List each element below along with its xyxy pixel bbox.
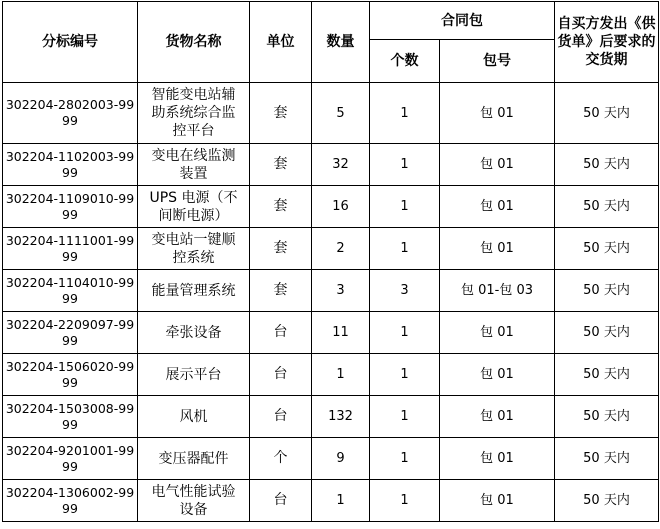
table-row — [3, 438, 659, 480]
table-row — [3, 186, 659, 228]
cell-package-no: 包 01 — [440, 83, 555, 144]
cell-count: 1 — [370, 144, 440, 186]
cell-code: 302204-9201001-9999 — [3, 438, 138, 480]
cell-package-no: 包 01 — [440, 438, 555, 480]
cell-unit: 台 — [250, 480, 312, 522]
cell-delivery: 50 天内 — [555, 396, 659, 438]
cell-unit: 个 — [250, 438, 312, 480]
cell-name: 牵张设备 — [138, 312, 250, 354]
cell-code: 302204-1111001-9999 — [3, 228, 138, 270]
cell-package-no: 包 01 — [440, 186, 555, 228]
cell-name: 智能变电站辅助系统综合监控平台 — [138, 83, 250, 144]
cell-code: 302204-1306002-9999 — [3, 480, 138, 522]
cell-code: 302204-1506020-9999 — [3, 354, 138, 396]
goods-table — [2, 1, 659, 522]
table-row — [3, 144, 659, 186]
cell-count: 1 — [370, 186, 440, 228]
cell-count: 1 — [370, 83, 440, 144]
cell-name: 能量管理系统 — [138, 270, 250, 312]
cell-code: 302204-1104010-9999 — [3, 270, 138, 312]
cell-package-no: 包 01 — [440, 312, 555, 354]
cell-code: 302204-2802003-9999 — [3, 83, 138, 144]
cell-name: 变压器配件 — [138, 438, 250, 480]
cell-count: 1 — [370, 480, 440, 522]
header-qty: 数量 — [312, 2, 370, 83]
header-package-no: 包号 — [440, 40, 555, 83]
cell-delivery: 50 天内 — [555, 83, 659, 144]
cell-code: 302204-1109010-9999 — [3, 186, 138, 228]
cell-unit: 台 — [250, 312, 312, 354]
cell-delivery: 50 天内 — [555, 354, 659, 396]
cell-package-no: 包 01 — [440, 396, 555, 438]
cell-count: 1 — [370, 354, 440, 396]
header-code: 分标编号 — [3, 2, 138, 83]
table-row — [3, 312, 659, 354]
cell-delivery: 50 天内 — [555, 144, 659, 186]
cell-unit: 台 — [250, 354, 312, 396]
cell-qty: 11 — [312, 312, 370, 354]
cell-delivery: 50 天内 — [555, 186, 659, 228]
cell-count: 1 — [370, 228, 440, 270]
table-row — [3, 83, 659, 144]
cell-delivery: 50 天内 — [555, 480, 659, 522]
cell-name: 变电站一键顺控系统 — [138, 228, 250, 270]
header-unit: 单位 — [250, 2, 312, 83]
table-row — [3, 228, 659, 270]
cell-count: 1 — [370, 438, 440, 480]
cell-unit: 套 — [250, 228, 312, 270]
cell-code: 302204-1102003-9999 — [3, 144, 138, 186]
cell-unit: 套 — [250, 186, 312, 228]
cell-qty: 5 — [312, 83, 370, 144]
cell-unit: 套 — [250, 144, 312, 186]
cell-package-no: 包 01 — [440, 354, 555, 396]
cell-count: 1 — [370, 396, 440, 438]
table-row — [3, 354, 659, 396]
cell-package-no: 包 01-包 03 — [440, 270, 555, 312]
table-row — [3, 480, 659, 522]
cell-name: 展示平台 — [138, 354, 250, 396]
cell-name: UPS 电源（不间断电源） — [138, 186, 250, 228]
cell-package-no: 包 01 — [440, 144, 555, 186]
cell-delivery: 50 天内 — [555, 312, 659, 354]
cell-delivery: 50 天内 — [555, 228, 659, 270]
cell-unit: 台 — [250, 396, 312, 438]
cell-count: 3 — [370, 270, 440, 312]
cell-qty: 9 — [312, 438, 370, 480]
header-row-1 — [3, 2, 659, 40]
header-contract-package: 合同包 — [370, 2, 555, 40]
cell-code: 302204-2209097-9999 — [3, 312, 138, 354]
table-row — [3, 270, 659, 312]
cell-code: 302204-1503008-9999 — [3, 396, 138, 438]
cell-package-no: 包 01 — [440, 228, 555, 270]
cell-qty: 1 — [312, 354, 370, 396]
table-row — [3, 396, 659, 438]
cell-package-no: 包 01 — [440, 480, 555, 522]
cell-qty: 32 — [312, 144, 370, 186]
header-count: 个数 — [370, 40, 440, 83]
cell-delivery: 50 天内 — [555, 270, 659, 312]
cell-unit: 套 — [250, 83, 312, 144]
cell-unit: 套 — [250, 270, 312, 312]
cell-name: 风机 — [138, 396, 250, 438]
cell-qty: 3 — [312, 270, 370, 312]
cell-count: 1 — [370, 312, 440, 354]
cell-qty: 1 — [312, 480, 370, 522]
cell-name: 电气性能试验设备 — [138, 480, 250, 522]
cell-qty: 2 — [312, 228, 370, 270]
cell-delivery: 50 天内 — [555, 438, 659, 480]
cell-qty: 16 — [312, 186, 370, 228]
header-name: 货物名称 — [138, 2, 250, 83]
cell-qty: 132 — [312, 396, 370, 438]
header-delivery: 自买方发出《供货单》后要求的交货期 — [555, 2, 659, 83]
cell-name: 变电在线监测装置 — [138, 144, 250, 186]
table-body — [3, 83, 659, 522]
